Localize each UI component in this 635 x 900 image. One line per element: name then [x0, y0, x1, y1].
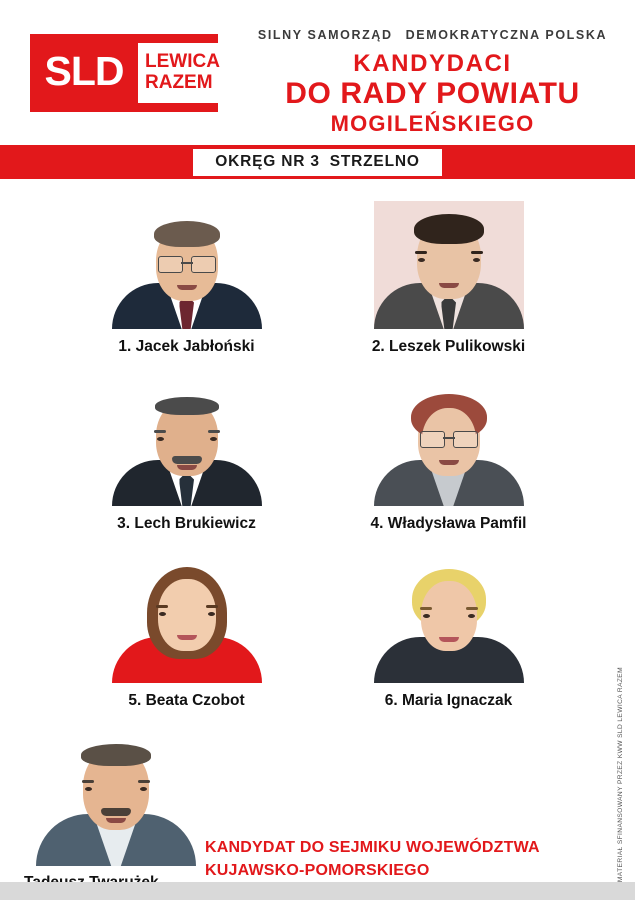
funding-disclaimer: MATERIAŁ SFINANSOWANY PRZEZ KWW SLD LEWICA RAZEM	[617, 666, 624, 882]
candidate-name-6: 6. Maria Ignaczak	[384, 692, 513, 709]
sejmik-photo	[36, 728, 196, 866]
candidate-card-5	[92, 555, 282, 710]
candidate-card-6	[354, 555, 544, 710]
bottom-strip	[0, 882, 635, 900]
candidate-photo-4	[374, 378, 524, 506]
tagline-right: DEMOKRATYCZNA POLSKA	[405, 28, 608, 42]
district-bar	[0, 145, 635, 179]
candidate-photo-5	[112, 555, 262, 683]
sejmik-title-block	[205, 836, 540, 882]
candidate-photo-2	[374, 201, 524, 329]
candidate-grid	[0, 179, 635, 710]
candidate-photo-1	[112, 201, 262, 329]
candidate-name-4: 4. Władysława Pamfil	[370, 515, 527, 532]
candidate-photo-6	[374, 555, 524, 683]
candidate-card-3	[92, 378, 282, 533]
candidate-card-4	[354, 378, 544, 533]
header-text-block	[240, 28, 625, 136]
candidate-card-2	[354, 201, 544, 356]
candidate-name-1: 1. Jacek Jabłoński	[118, 338, 255, 355]
district-label	[193, 149, 441, 176]
header-title-line2: DO RADY POWIATU	[285, 77, 580, 111]
candidate-row	[0, 201, 635, 356]
logo-lewica-razem	[138, 43, 220, 103]
candidate-row	[0, 378, 635, 533]
header-title-line3: MOGILEŃSKIEGO	[330, 110, 535, 136]
candidate-name-5: 5. Beata Czobot	[128, 692, 245, 709]
logo-sld-text: SLD	[44, 47, 124, 94]
poster-header	[0, 0, 635, 145]
logo-line-lewica: LEWICA	[145, 51, 220, 73]
header-tagline	[240, 28, 625, 42]
candidate-name-3: 3. Lech Brukiewicz	[117, 515, 256, 532]
header-title-line1: KANDYDACI	[353, 50, 512, 77]
candidate-photo-3	[112, 378, 262, 506]
candidate-row	[0, 555, 635, 710]
candidate-name-2: 2. Leszek Pulikowski	[371, 338, 526, 355]
sejmik-title-line1: KANDYDAT DO SEJMIKU WOJEWÓDZTWA	[205, 839, 540, 856]
tagline-left: SILNY SAMORZĄD	[257, 28, 393, 42]
district-town: STRZELNO	[329, 152, 420, 170]
logo-line-razem: RAZEM	[145, 72, 213, 93]
candidate-card-1	[92, 201, 282, 356]
sld-logo	[30, 34, 218, 112]
sejmik-section	[0, 716, 635, 900]
district-number: OKRĘG NR 3	[215, 152, 320, 170]
sejmik-title-line2: KUJAWSKO-POMORSKIEGO	[205, 862, 430, 880]
